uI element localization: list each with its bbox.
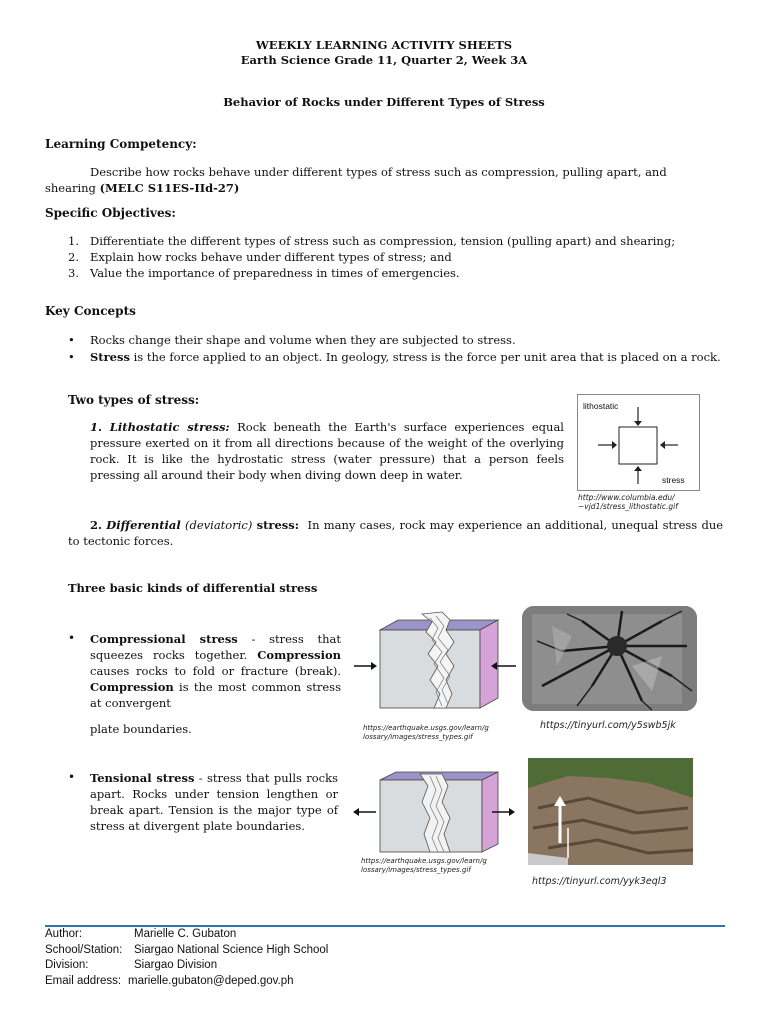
- objective-item: 1. Differentiate the different types of stress such as compression, tension (pulling apart) and shearing;: [68, 234, 676, 248]
- email-link[interactable]: marielle.gubaton@deped.gov.ph: [128, 974, 294, 987]
- key-concepts-list: [68, 332, 723, 365]
- compression-block-icon: [350, 608, 520, 718]
- two-types-heading: Two types of stress:: [68, 393, 200, 407]
- differential-paragraph: 2. Differential (deviatoric) stress: In many cases, rock may experience an additional, unequal stress due to tectonic forces.: [68, 518, 724, 548]
- road-cut-slope-icon: [528, 758, 693, 865]
- list-item: • Stress is the force applied to an object. In geology, stress is the force per unit area that is placed on a rock.: [68, 350, 721, 364]
- sheet-title: WEEKLY LEARNING ACTIVITY SHEETS: [255, 38, 513, 52]
- bullet-icon: •: [68, 333, 75, 347]
- lesson-title: Behavior of Rocks under Different Types of Stress: [223, 95, 545, 109]
- footer-row-email: Email address: marielle.gubaton@deped.gov.ph: [45, 974, 745, 990]
- diagram-label-bottom: stress: [662, 475, 685, 485]
- competency-text: [45, 164, 695, 196]
- footer-row-division: Division: Siargao Division: [45, 959, 218, 971]
- tension-diagram-caption: https://earthquake.usgs.gov/learn/g lossary/images/stress_types.gif: [361, 857, 487, 874]
- competency-heading: Learning Competency:: [45, 137, 197, 151]
- competency-body: Describe how rocks behave under different types of stress such as compression, pulling apart, and shearing: [45, 165, 667, 195]
- footer-row-author: Author: Marielle C. Gubaton: [45, 928, 237, 940]
- tension-block-icon: [350, 762, 520, 857]
- footer-row-school: School/Station: Siargao National Science High School: [45, 943, 329, 956]
- tension-diagram: [350, 762, 520, 857]
- diagram-caption: http://www.columbia.edu/ ~vjd1/stress_lithostatic.gif: [578, 493, 678, 511]
- author-footer: [45, 927, 745, 989]
- bullet-icon: •: [68, 631, 76, 645]
- bullet-icon: •: [68, 770, 76, 784]
- objective-item: 2. Explain how rocks behave under different types of stress; and: [68, 250, 452, 264]
- diagram-label-top: lithostatic: [583, 401, 619, 411]
- tension-photo: [528, 758, 693, 865]
- fractured-rock-icon: [522, 606, 697, 711]
- compression-photo-caption: https://tinyurl.com/y5swb5jk: [540, 720, 676, 731]
- compression-diagram: [350, 608, 520, 718]
- compression-diagram-caption: https://earthquake.usgs.gov/learn/g lossary/images/stress_types.gif: [363, 724, 489, 741]
- compression-term: Compressional stress: [90, 632, 238, 646]
- sheet-subtitle: Earth Science Grade 11, Quarter 2, Week 3A: [240, 53, 528, 67]
- compression-end: plate boundaries.: [90, 722, 192, 736]
- lithostatic-term: 1. Lithostatic stress:: [90, 420, 230, 434]
- tension-photo-caption: https://tinyurl.com/yyk3eql3: [532, 876, 667, 887]
- differential-term: Differential: [106, 518, 181, 532]
- compression-paragraph: Compressional stress - stress that squeezes rocks together. Compression causes rocks to fold or fracture (break). Compression is the most common stress at convergent: [90, 632, 342, 710]
- objective-item: 3. Value the importance of preparedness in times of emergencies.: [68, 266, 460, 280]
- objectives-heading: Specific Objectives:: [45, 206, 176, 220]
- competency-code: (MELC S11ES-IId-27): [99, 181, 240, 195]
- list-item: • Rocks change their shape and volume when they are subjected to stress.: [68, 333, 516, 347]
- key-concepts-heading: Key Concepts: [45, 304, 136, 318]
- lithostatic-paragraph: 1. Lithostatic stress: Rock beneath the Earth's surface experiences equal pressure exerted on it from all directions because of the weight of the overlying rock. It is like the hydrostatic stress (water pressure) that a person feels pressing all around their body when diving down deep in water.: [90, 420, 564, 482]
- objectives-list: [68, 233, 723, 281]
- compression-photo: [522, 606, 697, 711]
- three-kinds-heading: Three basic kinds of differential stress: [68, 581, 318, 595]
- tension-paragraph: Tensional stress - stress that pulls rocks apart. Rocks under tension lengthen or break apart. Tension is the major type of stress at divergent plate boundaries.: [90, 771, 338, 833]
- tension-term: Tensional stress: [90, 771, 195, 785]
- lithostatic-diagram: [577, 394, 700, 491]
- bullet-icon: •: [68, 350, 75, 364]
